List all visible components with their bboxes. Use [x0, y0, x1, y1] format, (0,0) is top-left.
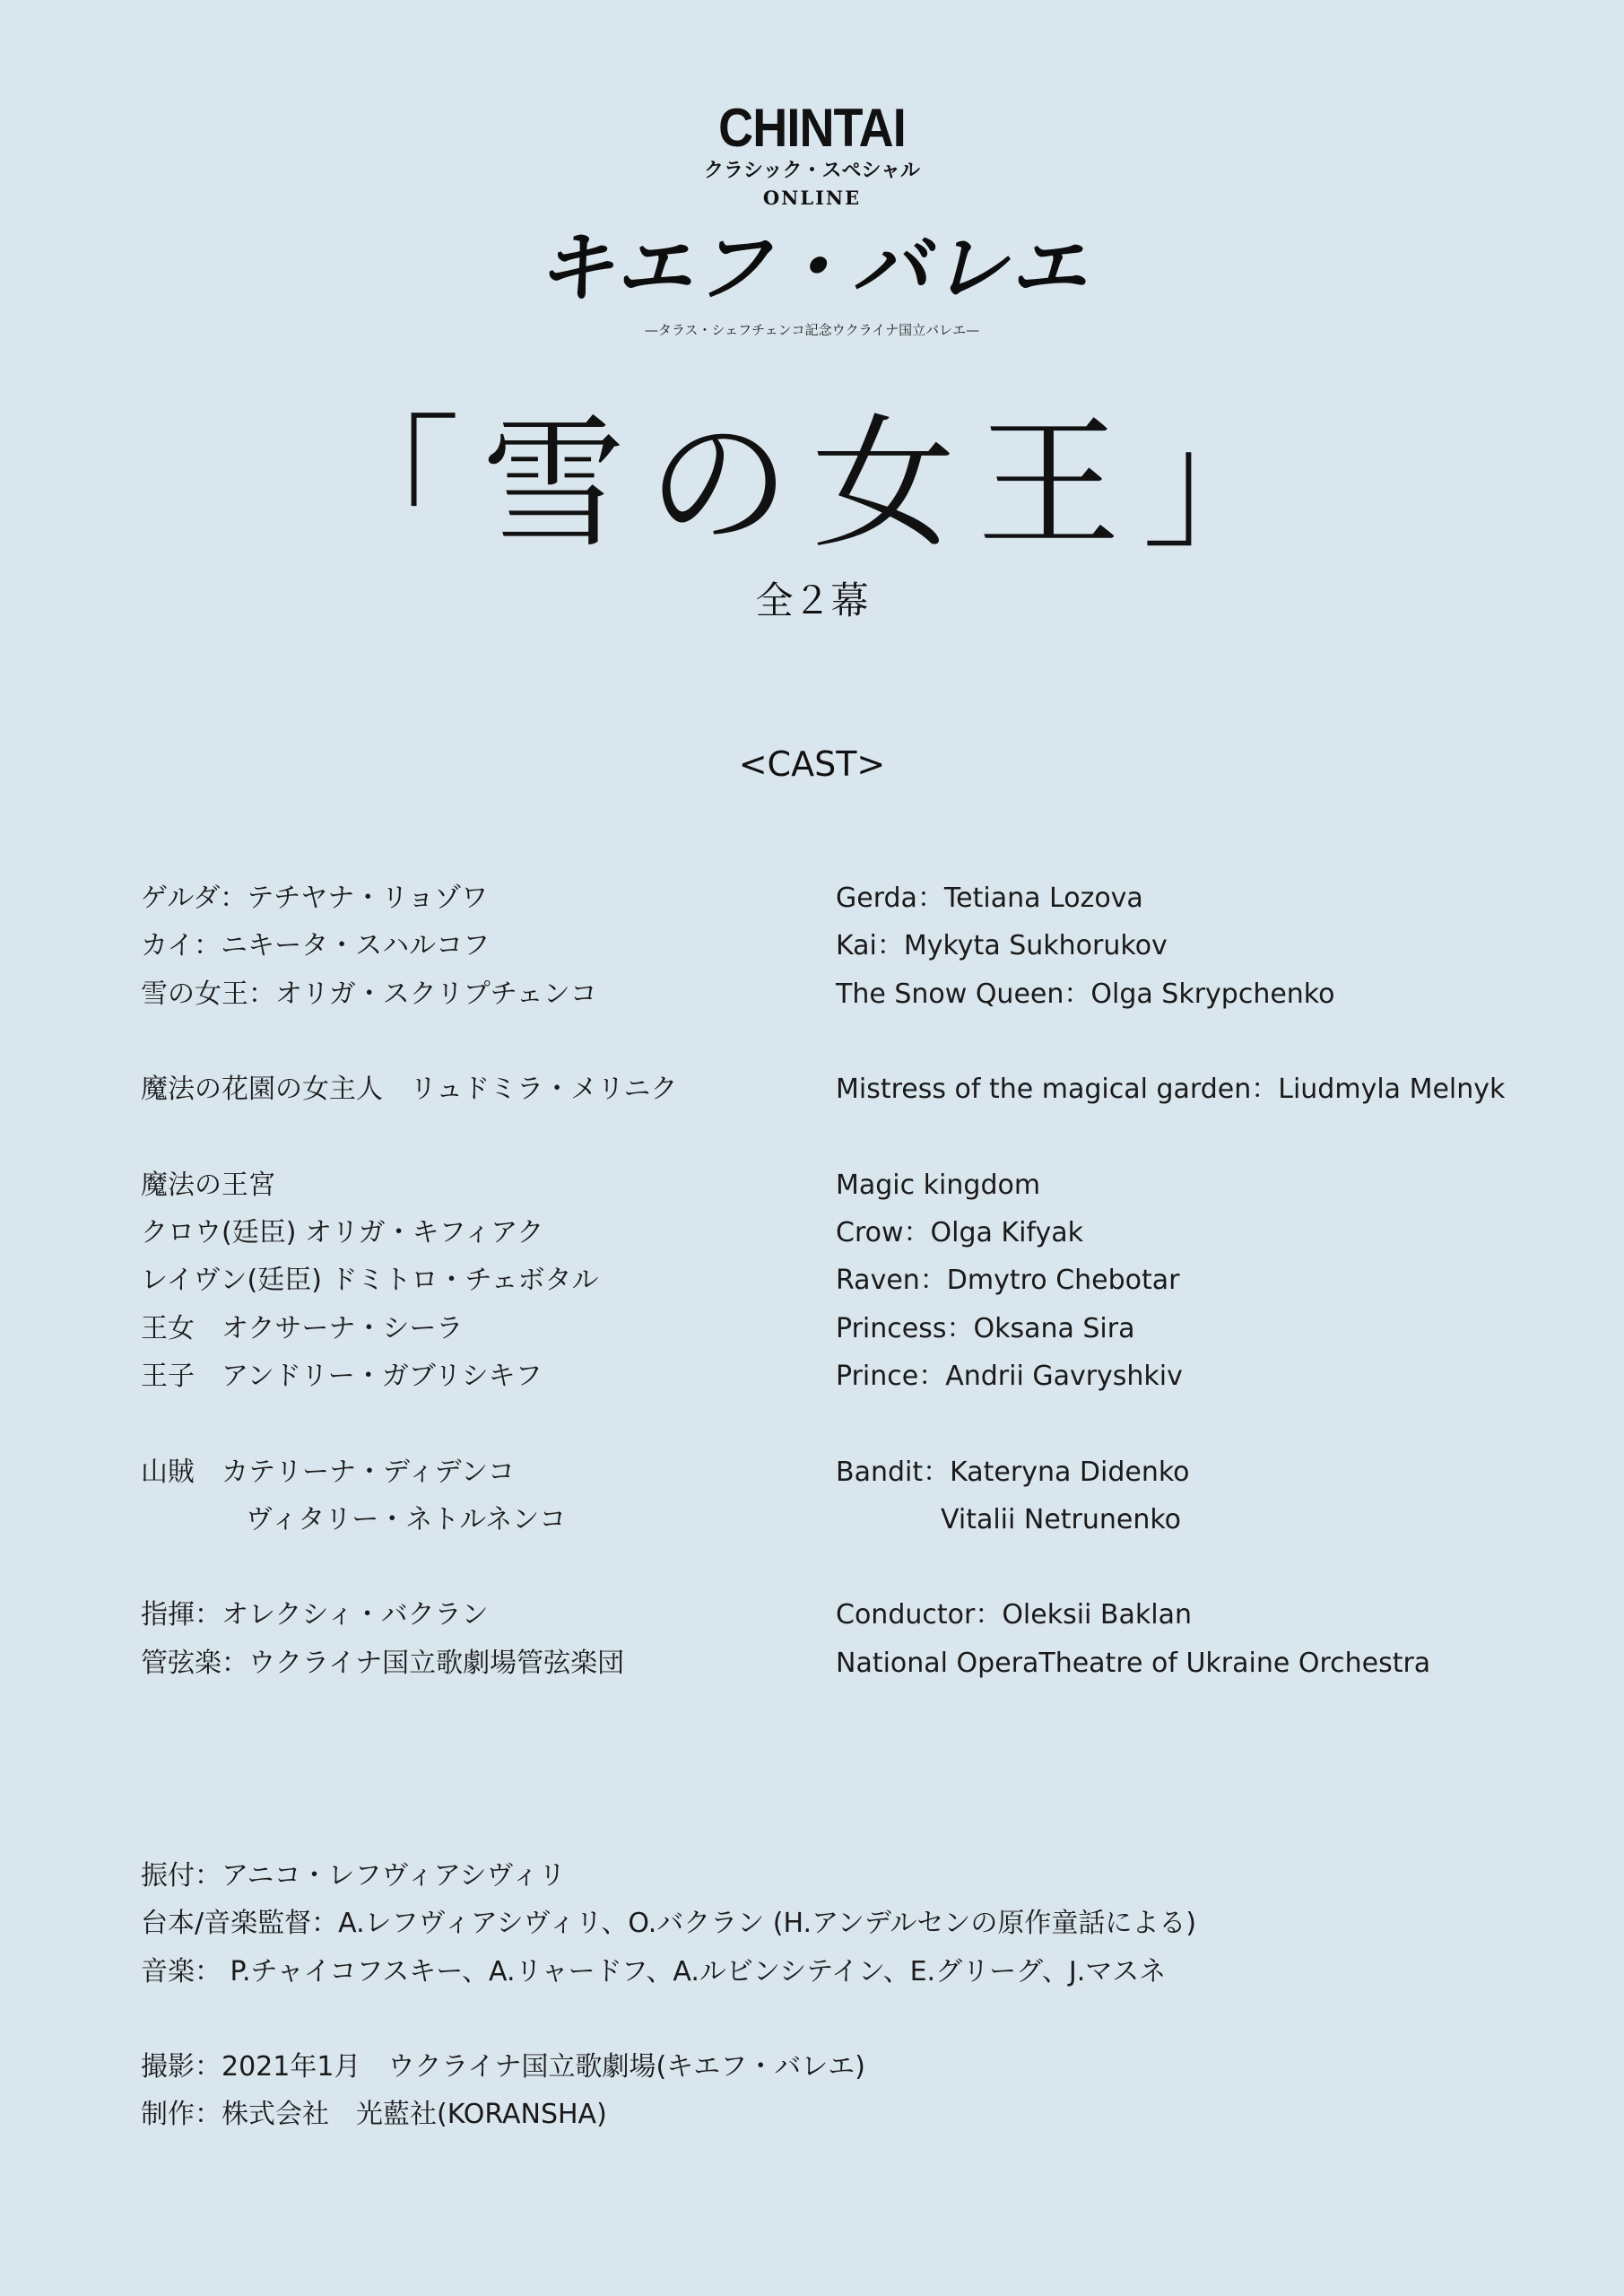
cast-list-japanese — [141, 874, 678, 1687]
page-title: 「雪の女王」 — [317, 400, 1307, 568]
cast-heading: <CAST> — [738, 744, 886, 784]
cast-line: Princess：Oksana Sira — [836, 1312, 1135, 1344]
header — [0, 99, 1624, 339]
cast-line: Mistress of the magical garden：Liudmyla Melnyk — [836, 1074, 1506, 1106]
credit-line: 音楽： P.チャイコフスキー、A.リャードフ、A.ルビンシテイン、E.グリーグ、J.マスネ — [141, 1955, 1167, 1987]
cast-list-english — [836, 874, 1505, 1687]
cast-line: ゲルダ：テチヤナ・リョゾワ — [141, 883, 489, 914]
company-logo: キエフ・バレエ — [535, 222, 1089, 313]
cast-line: 王子 アンドリー・ガブリシキフ — [141, 1360, 543, 1392]
spacer — [836, 1544, 1505, 1591]
spacer — [141, 1400, 678, 1448]
spacer — [141, 1996, 1196, 2043]
cast-line: 魔法の王宮 — [141, 1169, 275, 1201]
cast-line: ヴィタリー・ネトルネンコ — [246, 1503, 567, 1535]
cast-line: Raven：Dmytro Chebotar — [836, 1265, 1180, 1297]
brand-logo: CHINTAI — [718, 98, 906, 158]
cast-line: 王女 オクサーナ・シーラ — [141, 1312, 464, 1344]
cast-line: Kai：Mykyta Sukhorukov — [836, 930, 1168, 962]
cast-line: 山賊 カテリーナ・ディデンコ — [141, 1456, 515, 1488]
cast-line: Gerda：Tetiana Lozova — [836, 883, 1143, 914]
credit-line: 台本/音楽監督：A.レフヴィアシヴィリ、O.バクラン (H.アンデルセンの原作童話による) — [141, 1908, 1197, 1940]
acts-label: 全２幕 — [755, 578, 869, 622]
spacer — [836, 1018, 1505, 1065]
cast-line: カイ：ニキータ・スハルコフ — [141, 930, 491, 962]
cast-line: 指揮：オレクシィ・バクラン — [141, 1599, 489, 1631]
spacer — [836, 1113, 1505, 1161]
spacer — [141, 1113, 678, 1161]
cast-line: レイヴン(廷臣) ドミトロ・チェボタル — [141, 1265, 599, 1297]
cast-line: 管弦楽：ウクライナ国立歌劇場管弦楽団 — [141, 1647, 625, 1679]
cast-line: 雪の女王：オリガ・スクリプチェンコ — [141, 978, 597, 1010]
cast-line: 魔法の花園の女主人 リュドミラ・メリニク — [141, 1074, 678, 1106]
online-label: ONLINE — [762, 187, 862, 209]
cast-line: Crow：Olga Kifyak — [836, 1217, 1083, 1249]
cast-line: Vitalii Netrunenko — [941, 1503, 1182, 1535]
cast-line: Conductor：Oleksii Baklan — [836, 1599, 1193, 1631]
credit-line: 制作：株式会社 光藍社(KORANSHA) — [141, 2099, 607, 2131]
spacer — [141, 1544, 678, 1591]
series-name: クラシック・スペシャル — [703, 160, 921, 182]
cast-line: National OperaTheatre of Ukraine Orchestra — [836, 1647, 1431, 1679]
cast-line: クロウ(廷臣) オリガ・キフィアク — [141, 1217, 544, 1249]
production-credits — [141, 1852, 1196, 2139]
spacer — [141, 1018, 678, 1065]
spacer — [836, 1400, 1505, 1448]
cast-line: Bandit：Kateryna Didenko — [836, 1456, 1190, 1488]
cast-line: Prince：Andrii Gavryshkiv — [836, 1360, 1183, 1392]
cast-line: The Snow Queen：Olga Skrypchenko — [836, 978, 1335, 1010]
company-tagline: —タラス・シェフチェンコ記念ウクライナ国立バレエ— — [644, 322, 980, 338]
credit-line: 振付：アニコ・レフヴィアシヴィリ — [141, 1860, 566, 1892]
cast-line: Magic kingdom — [836, 1169, 1041, 1201]
credit-line: 撮影：2021年1月 ウクライナ国立歌劇場(キエフ・バレエ) — [141, 2051, 865, 2083]
